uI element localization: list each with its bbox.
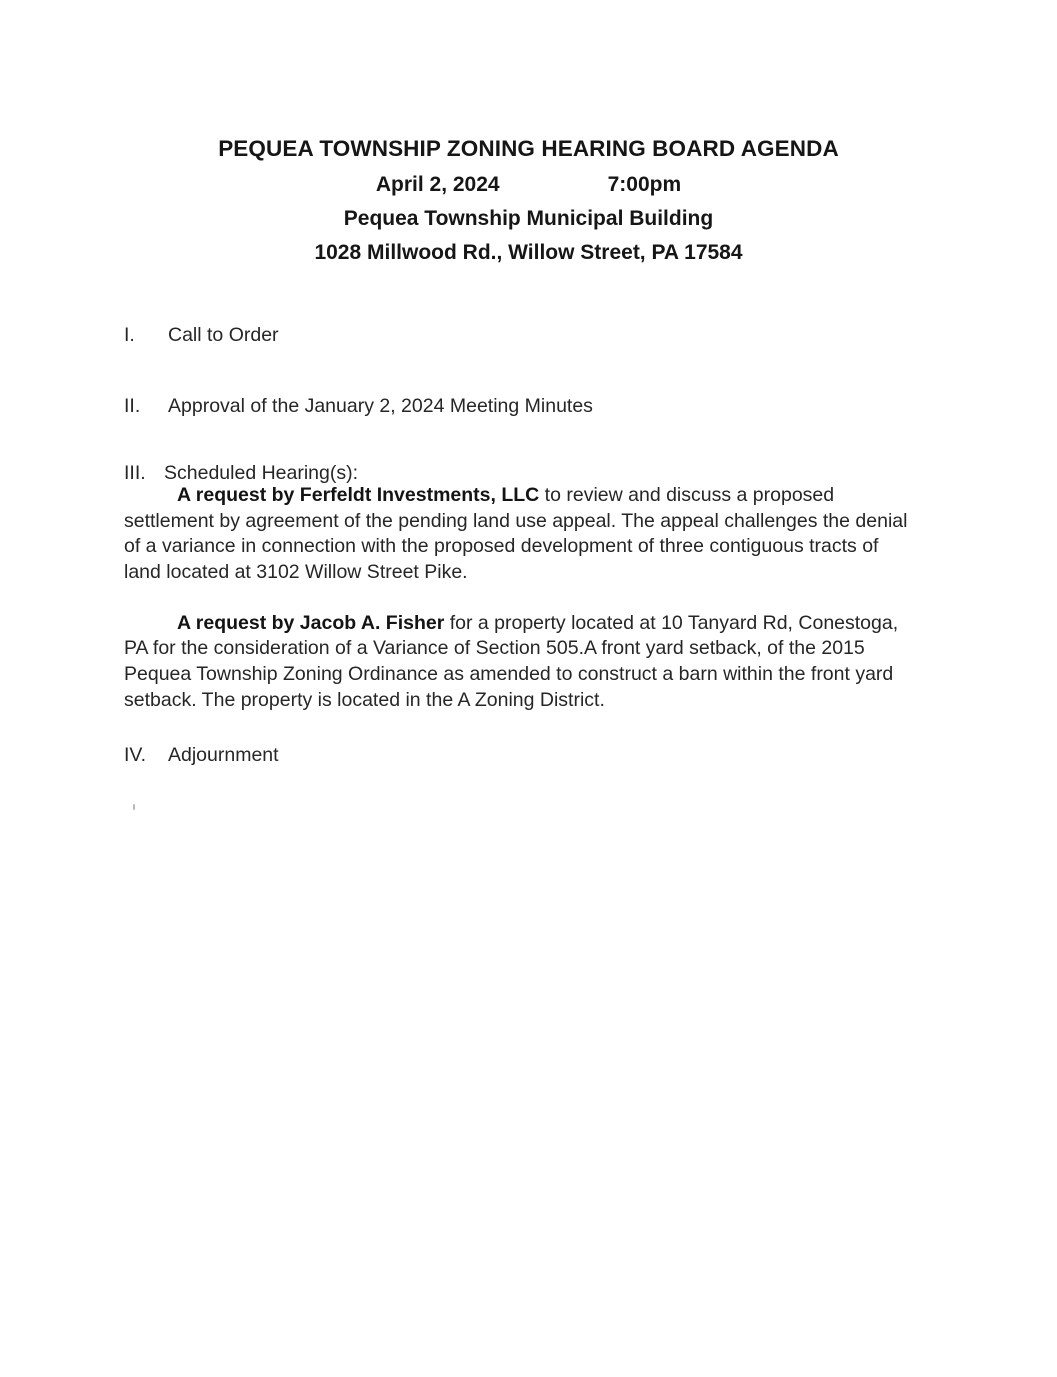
agenda-list-continued: [124, 746, 624, 766]
hearing-request-applicant: A request by Jacob A. Fisher: [177, 611, 445, 634]
page-title: PEQUEA TOWNSHIP ZONING HEARING BOARD AGENDA: [218, 136, 839, 161]
hearing-request-applicant: A request by Ferfeldt Investments, LLC: [177, 484, 540, 506]
agenda-list: [124, 326, 924, 484]
meeting-address: 1028 Millwood Rd., Willow Street, PA 17584: [314, 240, 743, 264]
agenda-numeral: I.: [124, 324, 135, 346]
hearing-request-description: for a property located at 10 Tanyard Rd, Conestoga, PA for the consideration of a Variance of Section 505.A front yard setback, of the 2015 Pequea Township Zoning Ordinance as amended to construct a barn within the front yard setback. The property is located in the A Zoning District.: [124, 611, 899, 711]
agenda-item-adjournment: [124, 746, 624, 766]
agenda-numeral: II.: [124, 394, 141, 417]
document-header: [0, 138, 1057, 263]
scheduled-hearings-body: [124, 483, 919, 713]
agenda-item-call-to-order: [124, 326, 924, 346]
agenda-numeral: III.: [124, 462, 146, 484]
hearing-request-fisher: [124, 611, 919, 713]
hearing-request-ferfeldt: [124, 483, 919, 585]
agenda-item-label: Scheduled Hearing(s):: [164, 462, 359, 484]
agenda-numeral: IV.: [124, 744, 147, 766]
agenda-item-label: Adjournment: [168, 744, 279, 766]
agenda-item-scheduled-hearings: [124, 464, 924, 484]
meeting-date: April 2, 2024: [375, 172, 500, 196]
agenda-item-approval-of-minutes: [124, 394, 924, 417]
scan-artifact-speck: [133, 804, 135, 810]
agenda-item-label: Approval of the January 2, 2024 Meeting Minutes: [168, 394, 593, 417]
meeting-datetime-line: [0, 174, 1057, 195]
hearing-request-description: to review and discuss a proposed settlement by agreement of the pending land use appeal. The appeal challenges the denial of a variance in connection with the proposed development of three contiguous tracts of land located at 3102 Willow Street Pike.: [124, 484, 908, 583]
agenda-item-label: Call to Order: [168, 324, 279, 346]
meeting-venue: Pequea Township Municipal Building: [343, 206, 714, 230]
meeting-time: 7:00pm: [607, 172, 682, 196]
